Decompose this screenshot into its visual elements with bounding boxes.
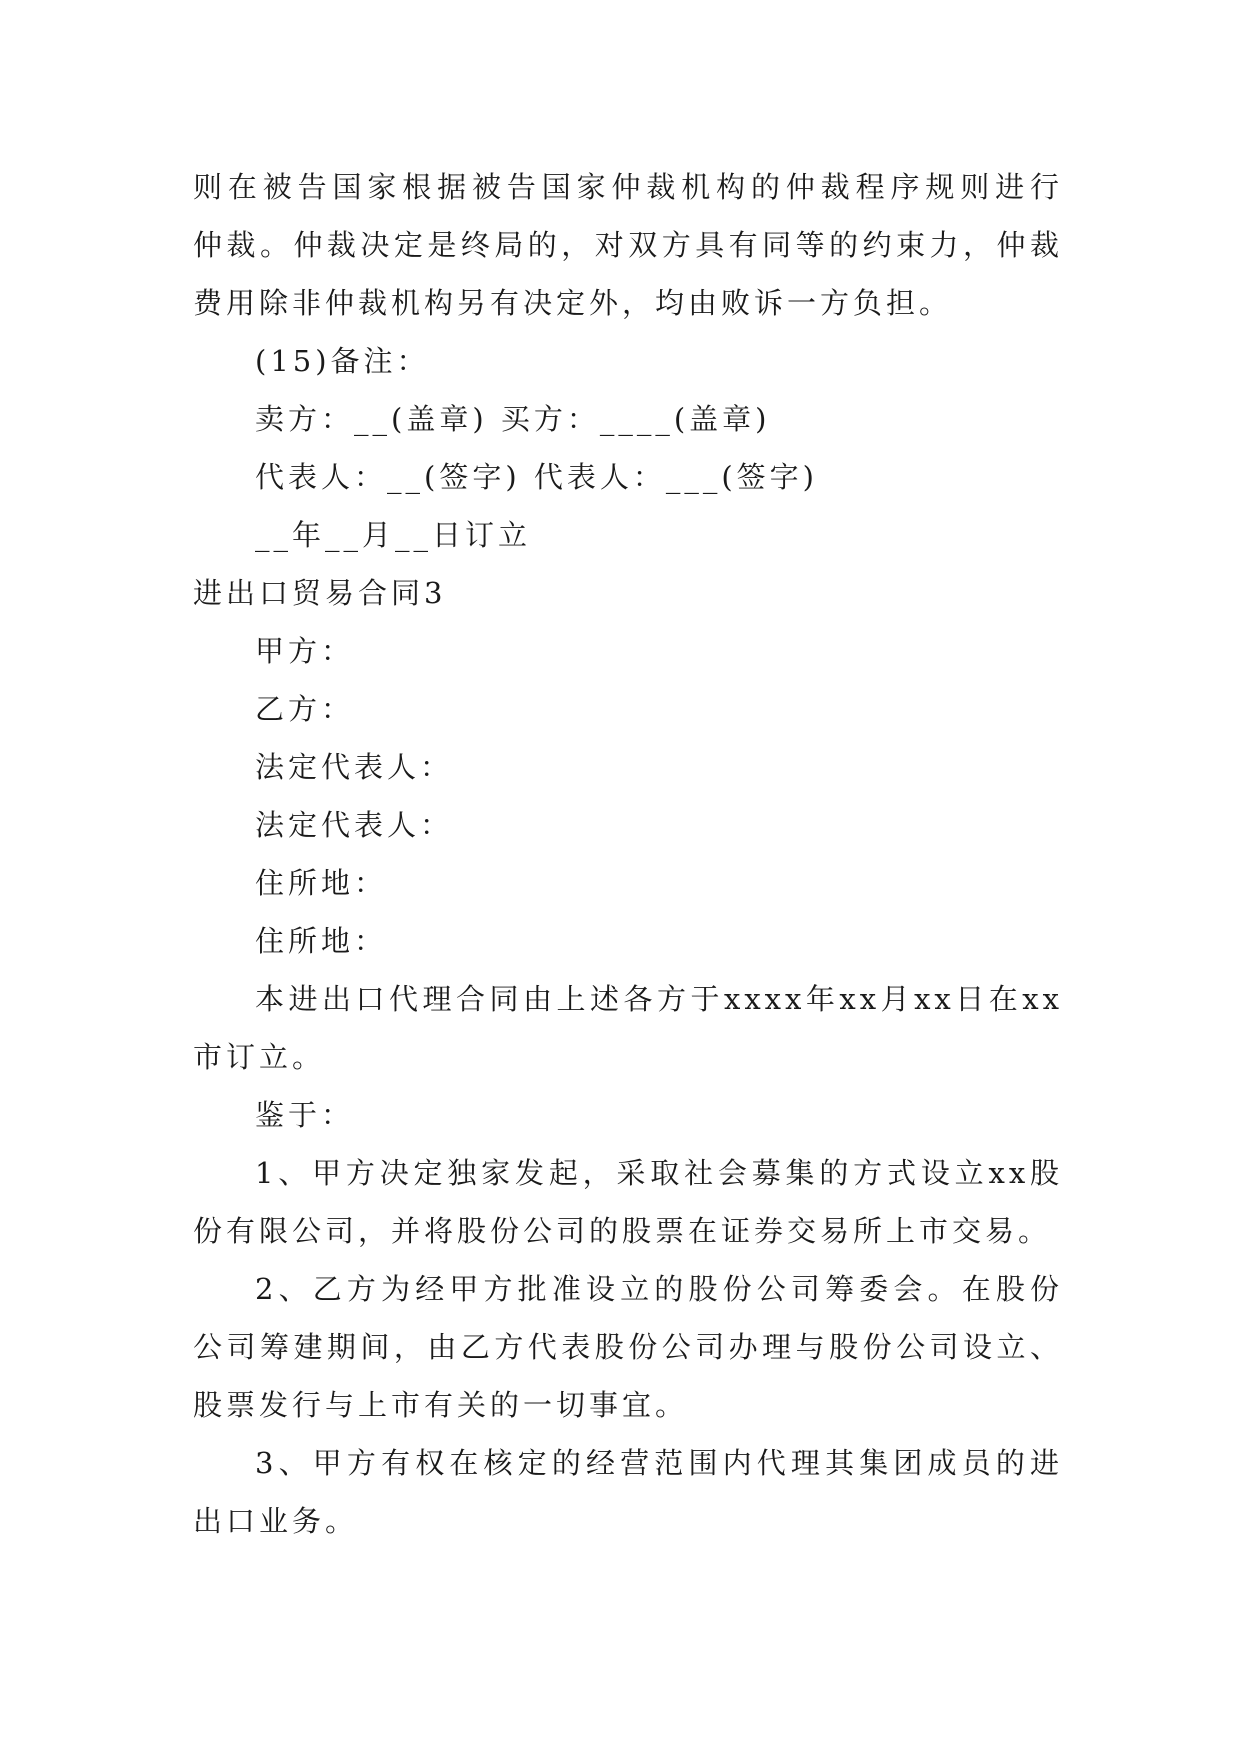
clause-2-line-3: 股票发行与上市有关的一切事宜。: [193, 1388, 689, 1422]
party-b-line: 乙方：: [255, 692, 355, 726]
clause-3-line-1: 3、甲方有权在核定的经营范围内代理其集团成员的进: [255, 1446, 1063, 1480]
party-a-address: 住所地：: [255, 866, 388, 900]
clause-1-line-2: 份有限公司，并将股份公司的股票在证券交易所上市交易。: [193, 1214, 1052, 1248]
paragraph-arbitration-line-3: 费用除非仲裁机构另有决定外，均由败诉一方负担。: [193, 286, 953, 320]
party-a-legal-representative: 法定代表人：: [255, 750, 454, 784]
clause-2-line-1: 2、乙方为经甲方批准设立的股份公司筹委会。在股份: [255, 1272, 1063, 1306]
paragraph-arbitration-line-1: 则在被告国家根据被告国家仲裁机构的仲裁程序规则进行: [193, 170, 1063, 204]
document-body: [193, 158, 1063, 1550]
contract-intro-line-1: 本进出口代理合同由上述各方于xxxx年xx月xx日在xx: [255, 982, 1063, 1016]
paragraph-arbitration-line-2: 仲裁。仲裁决定是终局的，对双方具有同等的约束力，仲裁: [193, 228, 1063, 262]
clause-3-line-2: 出口业务。: [193, 1504, 359, 1538]
remarks-heading: (15)备注：: [255, 344, 430, 378]
party-a-line: 甲方：: [255, 634, 355, 668]
representative-signature-line: 代表人：__(签字) 代表人：___(签字): [255, 460, 818, 494]
party-b-address: 住所地：: [255, 924, 388, 958]
clause-2-line-2: 公司筹建期间，由乙方代表股份公司办理与股份公司设立、: [193, 1330, 1063, 1364]
party-b-legal-representative: 法定代表人：: [255, 808, 454, 842]
clause-1-line-1: 1、甲方决定独家发起，采取社会募集的方式设立xx股: [255, 1156, 1063, 1190]
seller-buyer-seal-line: 卖方：__(盖章) 买方：____(盖章): [255, 402, 771, 436]
contract-intro-line-2: 市订立。: [193, 1040, 326, 1074]
contract-title: 进出口贸易合同3: [193, 576, 447, 610]
signing-date-line: __年__月__日订立: [255, 518, 532, 552]
whereas-heading: 鉴于：: [255, 1098, 355, 1132]
